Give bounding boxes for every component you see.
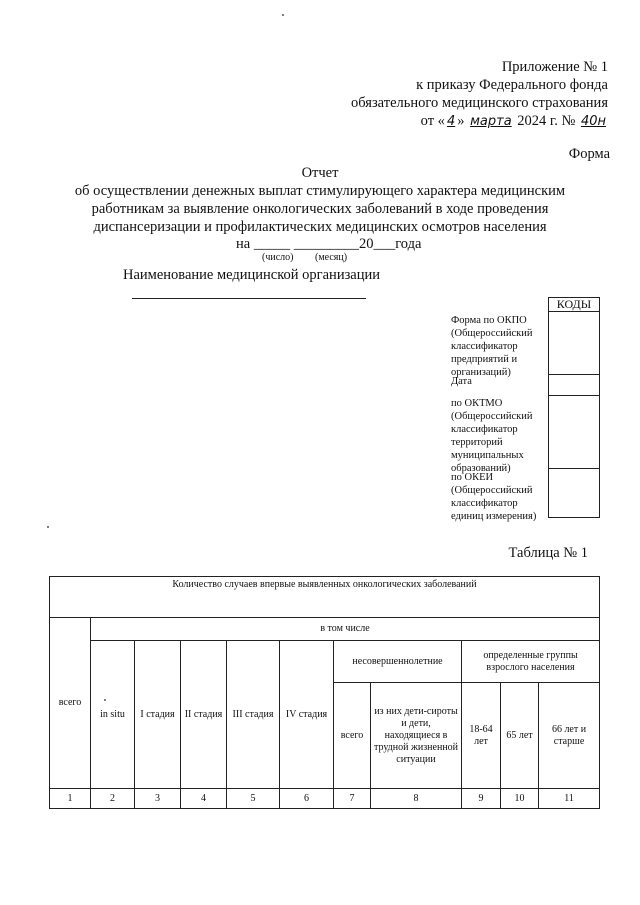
column-number: 4 — [181, 789, 227, 809]
date-label: Дата — [451, 376, 472, 387]
oktmo-code-cell — [548, 395, 600, 469]
org-name-label: Наименование медицинской организации — [123, 267, 381, 283]
col-minors-header: несовершеннолетние — [334, 641, 462, 683]
col-stage2-header: II стадия — [181, 641, 227, 789]
okpo-label: Форма по ОКПО (Общероссийский классификатор предприятий и организаций) — [451, 315, 533, 378]
report-subtitle-line-1: об осуществлении денежных выплат стимулирующего характера медицинским — [74, 183, 566, 199]
column-number: 10 — [501, 789, 539, 809]
report-subtitle-line-2: работникам за выявление онкологических заболеваний в ходе проведения — [91, 201, 549, 217]
col-incl-header: в том числе — [91, 618, 600, 641]
report-subtitle-line-3: диспансеризации и профилактических медицинских осмотров населения — [93, 219, 547, 235]
date-hint-month: (месяц) — [315, 252, 348, 263]
col-adult-groups-header: определенные группы взрослого населения — [462, 641, 600, 683]
column-numbers-row — [50, 789, 600, 809]
date-day: 4 — [446, 114, 456, 129]
column-number: 2 — [91, 789, 135, 809]
okei-label: по ОКЕИ (Общероссийский классификатор единиц измерения) — [451, 472, 537, 522]
column-number: 1 — [50, 789, 91, 809]
col-orphans-header: из них дети-сироты и дети, находящиеся в трудной жизненной ситуации — [371, 683, 462, 789]
column-number: 11 — [539, 789, 600, 809]
col-total-header: всего — [50, 618, 91, 789]
date-year: 2024 г. № — [517, 113, 576, 129]
column-number: 6 — [280, 789, 334, 809]
codes-header: КОДЫ — [548, 297, 600, 312]
okpo-code-cell — [548, 311, 600, 375]
column-number: 9 — [462, 789, 501, 809]
scan-speck — [47, 526, 49, 528]
column-number: 5 — [227, 789, 280, 809]
table-caption: Таблица № 1 — [508, 545, 588, 561]
org-name-underline — [132, 298, 366, 299]
col-stage1-header: I стадия — [135, 641, 181, 789]
report-title: Отчет — [301, 165, 339, 181]
date-month: марта — [470, 114, 512, 129]
column-number: 8 — [371, 789, 462, 809]
okei-code-cell — [548, 468, 600, 518]
table-main-header: Количество случаев впервые выявленных онкологических заболеваний — [50, 577, 600, 618]
column-number: 7 — [334, 789, 371, 809]
col-stage3-header: III стадия — [227, 641, 280, 789]
date-hint-day: (число) — [262, 252, 294, 263]
col-minors-total-header: всего — [334, 683, 371, 789]
form-label: Форма — [568, 146, 610, 162]
col-age-66-header: 66 лет и старше — [539, 683, 600, 789]
order-number: 40н — [580, 114, 606, 129]
appendix-date-line — [421, 112, 608, 131]
date-code-cell — [548, 374, 600, 396]
col-age-18-64-header: 18-64 лет — [462, 683, 501, 789]
date-prefix: от « — [420, 113, 445, 129]
column-number: 3 — [135, 789, 181, 809]
date-mid: » — [457, 113, 465, 129]
appendix-order-line: к приказу Федерального фонда — [416, 77, 608, 93]
col-age-65-header: 65 лет — [501, 683, 539, 789]
oktmo-label: по ОКТМО (Общероссийский классификатор территорий муниципальных образований) — [451, 398, 533, 474]
appendix-fund-line: обязательного медицинского страхования — [351, 95, 608, 111]
report-date-line: на _____ _________20___года — [236, 236, 422, 252]
appendix-title: Приложение № 1 — [501, 59, 608, 75]
col-in-situ-header: in situ — [91, 641, 135, 789]
cancer-cases-table — [49, 576, 600, 809]
scan-speck — [282, 14, 284, 16]
col-stage4-header: IV стадия — [280, 641, 334, 789]
